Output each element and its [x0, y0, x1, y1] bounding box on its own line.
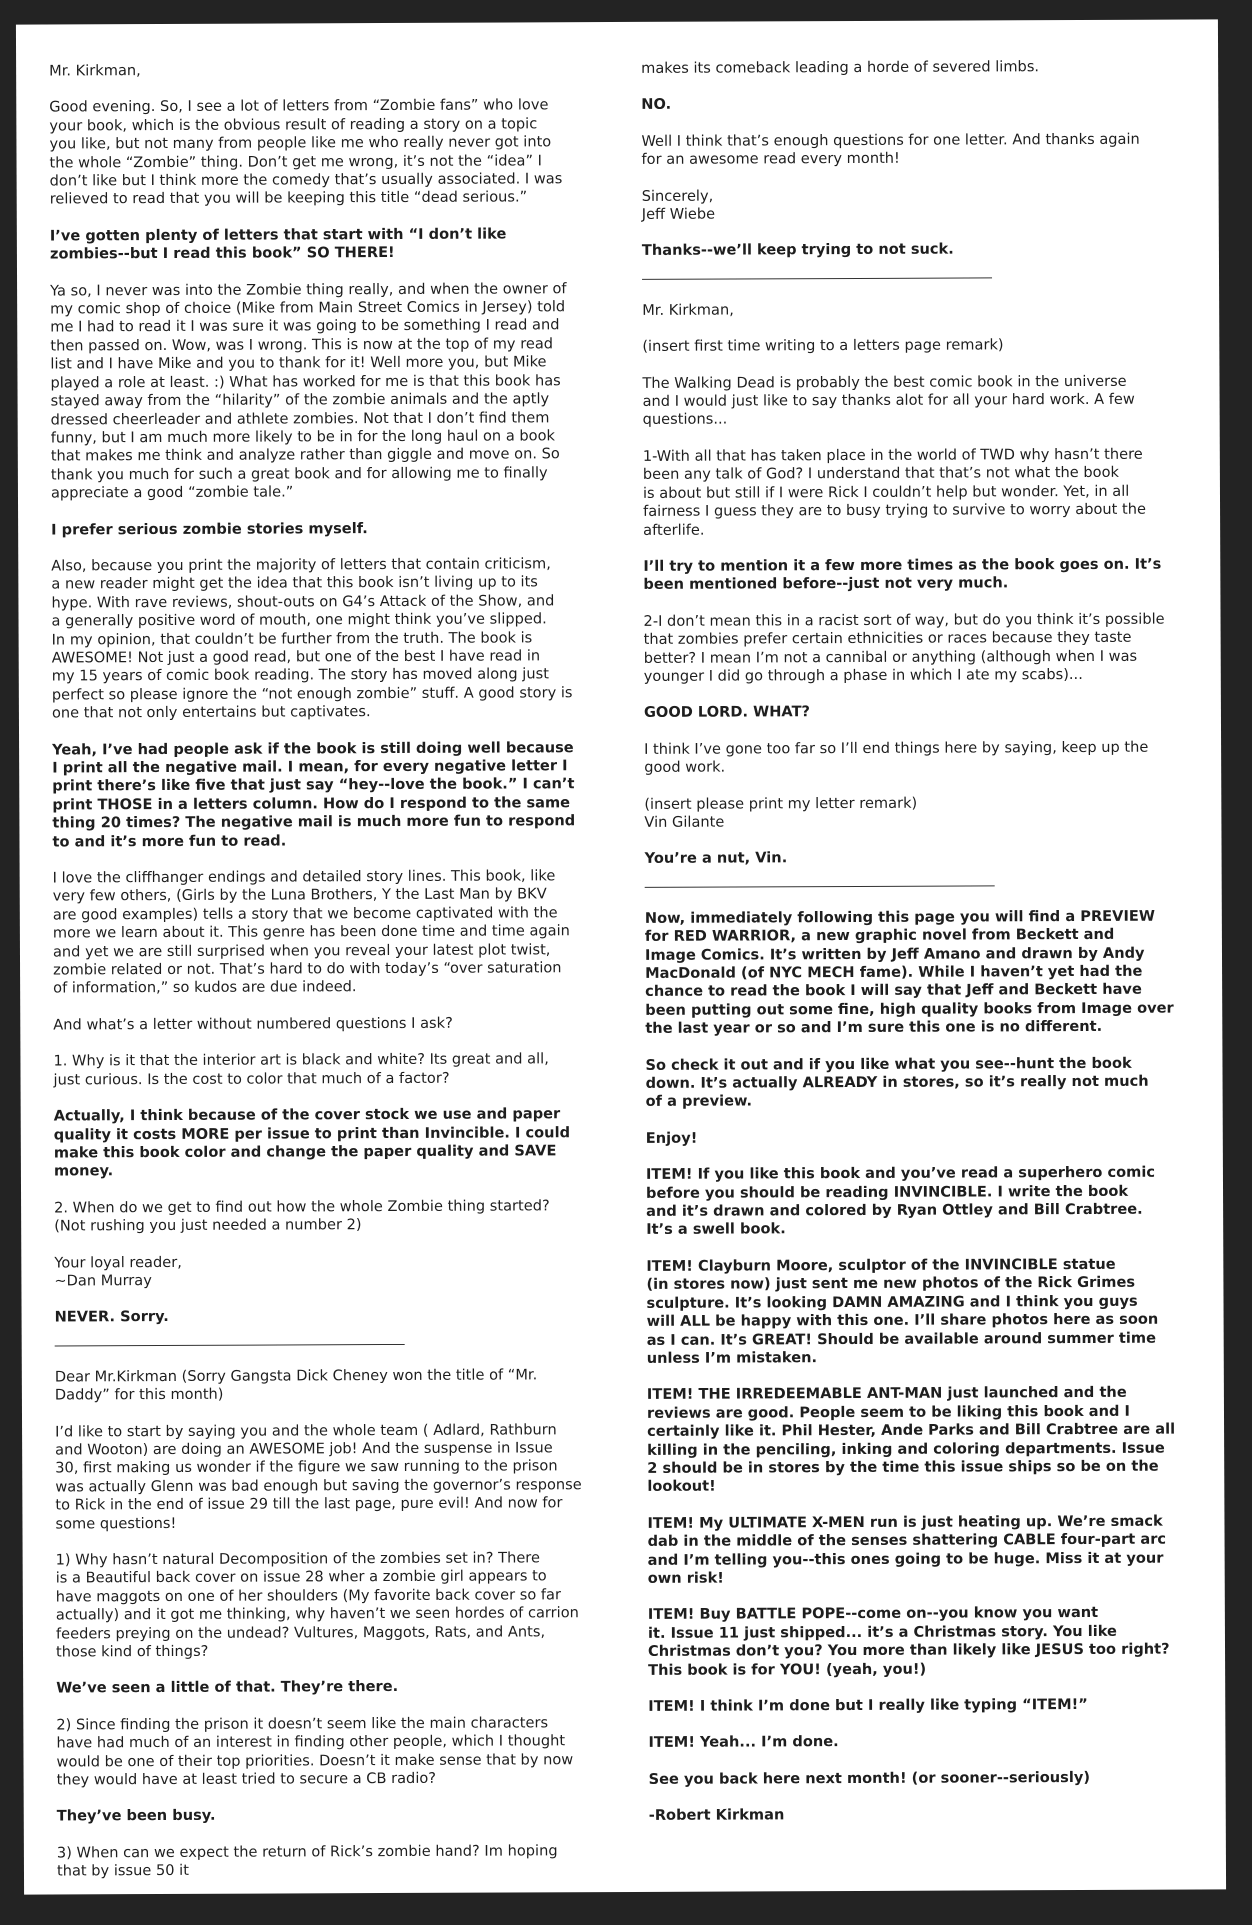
editor-response: GOOD LORD. WHAT? — [643, 703, 811, 722]
editor-response: I’ve gotten plenty of letters that start with “I don’t like zombies--but I read this book” SO THERE! — [49, 225, 507, 263]
editor-response: -Robert Kirkman — [648, 1806, 785, 1825]
editor-response: ITEM! Buy BATTLE POPE--come on--you know you want it. Issue 11 just shipped... it’s a Christmas story. You like Christmas don’t you? You more than likely like JESUS too right? This book is for YOU! (yeah, you!) — [647, 1604, 1170, 1679]
left-column — [49, 60, 617, 1899]
letter-paragraph: makes its comeback leading a horde of severed limbs. — [641, 58, 1040, 77]
editor-response: We’ve seen a little of that. They’re there. — [56, 1678, 399, 1697]
letter-paragraph: Ya so, I never was into the Zombie thing really, and when the owner of my comic shop of choice (Mike from Main Street Comics in Jersey) told me I had to read it I was sure it was going to be something I read and then passed on. Wow, was I wrong. This is now at the top of my read list and I have Mike and you to thank for it! Well more you, but Mike played a role at least. :) What has worked for me is that this book has stayed away from the “hilarity” of the zombie animals and the aptly dressed cheerleader and athlete zombies. Not that I don’t find them funny, but I am much more likely to be in for the long haul on a book that makes me think and analyze rather than giggle and move on. So thank you much for such a great book and for allowing me to finally appreciate a good “zombie tale.” — [50, 279, 567, 502]
editor-response: ITEM! If you like this book and you’ve read a superhero comic before you should be reading INVINCIBLE. I write the book and it’s drawn and colored by Ryan Ottley and Bill Crabtree. It’s a swell book. — [645, 1163, 1156, 1239]
letter-paragraph: 1) Why hasn’t natural Decomposition of the zombies set in? There is a Beautiful back cover on issue 28 wher a zombie girl appears to have maggots on one of her shoulders (My favorite back cover so far actually) and it got me thinking, why haven’t we seen hordes of carrion feeders preying on the undead? Vultures, Maggots, Rats, and Ants, those kind of things? — [55, 1549, 579, 1661]
letter-paragraph: The Walking Dead is probably the best comic book in the universe and I would just like to say thanks alot for all your hard work. A few questions... — [642, 372, 1135, 429]
letter-paragraph: (insert first time writing to a letters page remark) — [642, 336, 1004, 356]
letter-paragraph: (insert please print my letter remark) Vin Gilante — [644, 794, 918, 831]
letter-paragraph: 2-I don’t mean this in a racist sort of way, but do you think it’s possible that zombies prefer certain ethnicities or races because they taste better? I mean I’m not a cannibal or anything (although when I was younger I did go through a phase in which I ate my scabs)... — [643, 610, 1165, 685]
letter-paragraph: Well I think that’s enough questions for one letter. And thanks again for an awesome read every month! — [641, 130, 1140, 169]
letter-paragraph: Dear Mr.Kirkman (Sorry Gangsta Dick Cheney won the title of “Mr. Daddy” for this month) — [54, 1366, 538, 1404]
letter-paragraph: Sincerely, Jeff Wiebe — [641, 187, 716, 223]
editor-response: Enjoy! — [645, 1129, 698, 1147]
letters-page — [16, 19, 1226, 1894]
letter-paragraph: Also, because you print the majority of letters that contain criticism, a new reader might get the idea that this book isn’t living up to its hype. With rave reviews, shout-outs on G4’s Attack of the Show, and a generally positive word of mouth, one might think you’ve slipped. In my opinion, that couldn’t be further from the truth. The book is AWESOME! Not just a good read, but one of the best I have read in my 15 years of comic book reading. The story has moved along just perfect so please ignore the “not enough zombie” stuff. A good story is one that not only entertains but captivates. — [51, 555, 573, 722]
letter-paragraph: Good evening. So, I see a lot of letters from “Zombie fans” who love your book, which is the obvious result of reading a story on a topic you like, but not many from people like me who really never got into the whole “Zombie” thing. Don’t get me wrong, it’s not the “idea” I don’t like but I think more the comedy that’s usually associated. I was relieved to read that you will be keeping this title “dead serious.” — [49, 96, 563, 208]
editor-response: Now, immediately following this page you will find a PREVIEW for RED WARRIOR, a new graphic novel from Beckett and Image Comics. It’s written by Jeff Amano and drawn by Andy MacDonald (of NYC MECH fame). While I haven’t yet had the chance to read the book I will say that Jeff and Beckett have been putting out some fine, high quality books from Image over the last year or so and I’m sure this one is no different. — [644, 907, 1174, 1038]
editor-response: NO. — [641, 96, 672, 114]
letter-paragraph: I’d like to start by saying you and the whole team ( Adlard, Rathburn and Wooton) are doing an AWESOME job! And the suspense in Issue 30, first making us wonder if the figure we saw running to the prison was actually Glenn was bad enough but saving the governor’s response to Rick in the end of issue 29 till the last page, pure evil! And now for some questions! — [55, 1420, 582, 1533]
editor-response: ITEM! Clayburn Moore, sculptor of the INVINCIBLE statue (in stores now) just sent me new photos of the Rick Grimes sculpture. It’s looking DAMN AMAZING and I think you guys will ALL be happy with this one. I’ll share photos here as soon as I can. It’s GREAT! Should be available around summer time unless I’m mistaken. — [646, 1255, 1159, 1367]
editor-response: Yeah, I’ve had people ask if the book is still doing well because I print all the negative mail. I mean, for every negative letter I print there’s like five that just say “hey--love the book.” I can’t print THOSE in a letters column. How do I respond to the same thing 20 times? The negative mail is much more fun to respond to and it’s more fun to read. — [52, 738, 576, 851]
editor-response: Actually, I think because of the cover stock we use and paper quality it costs MORE per issue to print than Invincible. I could make this book color and change the paper quality and SAVE money. — [53, 1105, 571, 1180]
letter-paragraph: Your loyal reader, ~Dan Murray — [54, 1253, 182, 1290]
letter-paragraph: Mr. Kirkman, — [49, 62, 141, 80]
letter-paragraph: 2. When do we get to find out how the whole Zombie thing started? (Not rushing you just needed a number 2) — [54, 1197, 550, 1235]
editor-response: So check it out and if you like what you see--hunt the book down. It’s actually ALREADY in stores, so it’s really not much of a preview. — [645, 1054, 1149, 1111]
editor-response: See you back here next month! (or sooner--seriously) — [648, 1768, 1091, 1788]
editor-response: ITEM! THE IRREDEEMABLE ANT-MAN just launched and the reviews are good. People seem to be liking this book and I certainly like it. Phil Hester, Ande Parks and Bill Crabtree are all killing in the penciling, inking and coloring departments. Issue 2 should be in stores by the time this issue ships so be on the lookout! — [646, 1384, 1176, 1496]
letter-paragraph: 1. Why is it that the interior art is black and white? Its great and all, just curious. Is the cost to color that much of a factor? — [53, 1050, 549, 1089]
editor-response: ITEM! My ULTIMATE X-MEN run is just heating up. We’re smack dab in the middle of the senses shattering CABLE four-part arc and I’m telling you--this ones going to be huge. Miss it at your own risk! — [647, 1512, 1167, 1587]
letter-paragraph: 1-With all that has taken place in the world of TWD why hasn’t there been any talk of God? I understand that that’s not what the book is about but still if I were Rick I couldn’t help but wonder. Yet, in all fairness I guess they are to busy trying to survive to worry about the afterlife. — [642, 445, 1146, 539]
letter-paragraph: I think I’ve gone too far so I’ll end things here by saying, keep up the good work. — [644, 738, 1149, 777]
editor-response: They’ve been busy. — [56, 1807, 216, 1825]
divider-rule — [55, 1344, 405, 1347]
editor-response: I’ll try to mention it a few more times as the book goes on. It’s been mentioned before--just not very much. — [643, 555, 1162, 594]
editor-response: I prefer serious zombie stories myself. — [51, 519, 368, 539]
letter-paragraph: I love the cliffhanger endings and detailed story lines. This book, like very few others, (Girls by the Luna Brothers, Y the Last Man by BKV are good examples) tells a story that we become captivated with the more we learn about it. This genre has been done time and time again and yet we are still surprised when you reveal your latest plot twist, zombie related or not. That’s hard to do with today’s “over saturation of information,” so kudos are due indeed. — [52, 867, 570, 997]
editor-response: You’re a nut, Vin. — [644, 849, 788, 868]
letter-paragraph: 3) When can we expect the return of Rick’s zombie hand? Im hoping that by issue 50 it — [56, 1842, 558, 1880]
editor-response: NEVER. Sorry. — [54, 1308, 169, 1326]
editor-response: ITEM! I think I’m done but I really like typing “ITEM!” — [648, 1695, 1088, 1715]
letter-paragraph: And what’s a letter without numbered questions I ask? — [53, 1014, 453, 1034]
letter-paragraph: 2) Since finding the prison it doesn’t seem like the main characters have had much of an interest in finding other people, which I thought would be one of their top priorities. Doesn’t it make sense that by now they would have at least tried to secure a CB radio? — [56, 1714, 574, 1789]
editor-response: Thanks--we’ll keep trying to not suck. — [641, 240, 954, 260]
letter-paragraph: Mr. Kirkman, — [642, 301, 734, 319]
divider-rule — [645, 885, 995, 888]
editor-response: ITEM! Yeah... I’m done. — [648, 1733, 839, 1752]
right-column — [641, 57, 1209, 1843]
divider-rule — [642, 277, 992, 280]
